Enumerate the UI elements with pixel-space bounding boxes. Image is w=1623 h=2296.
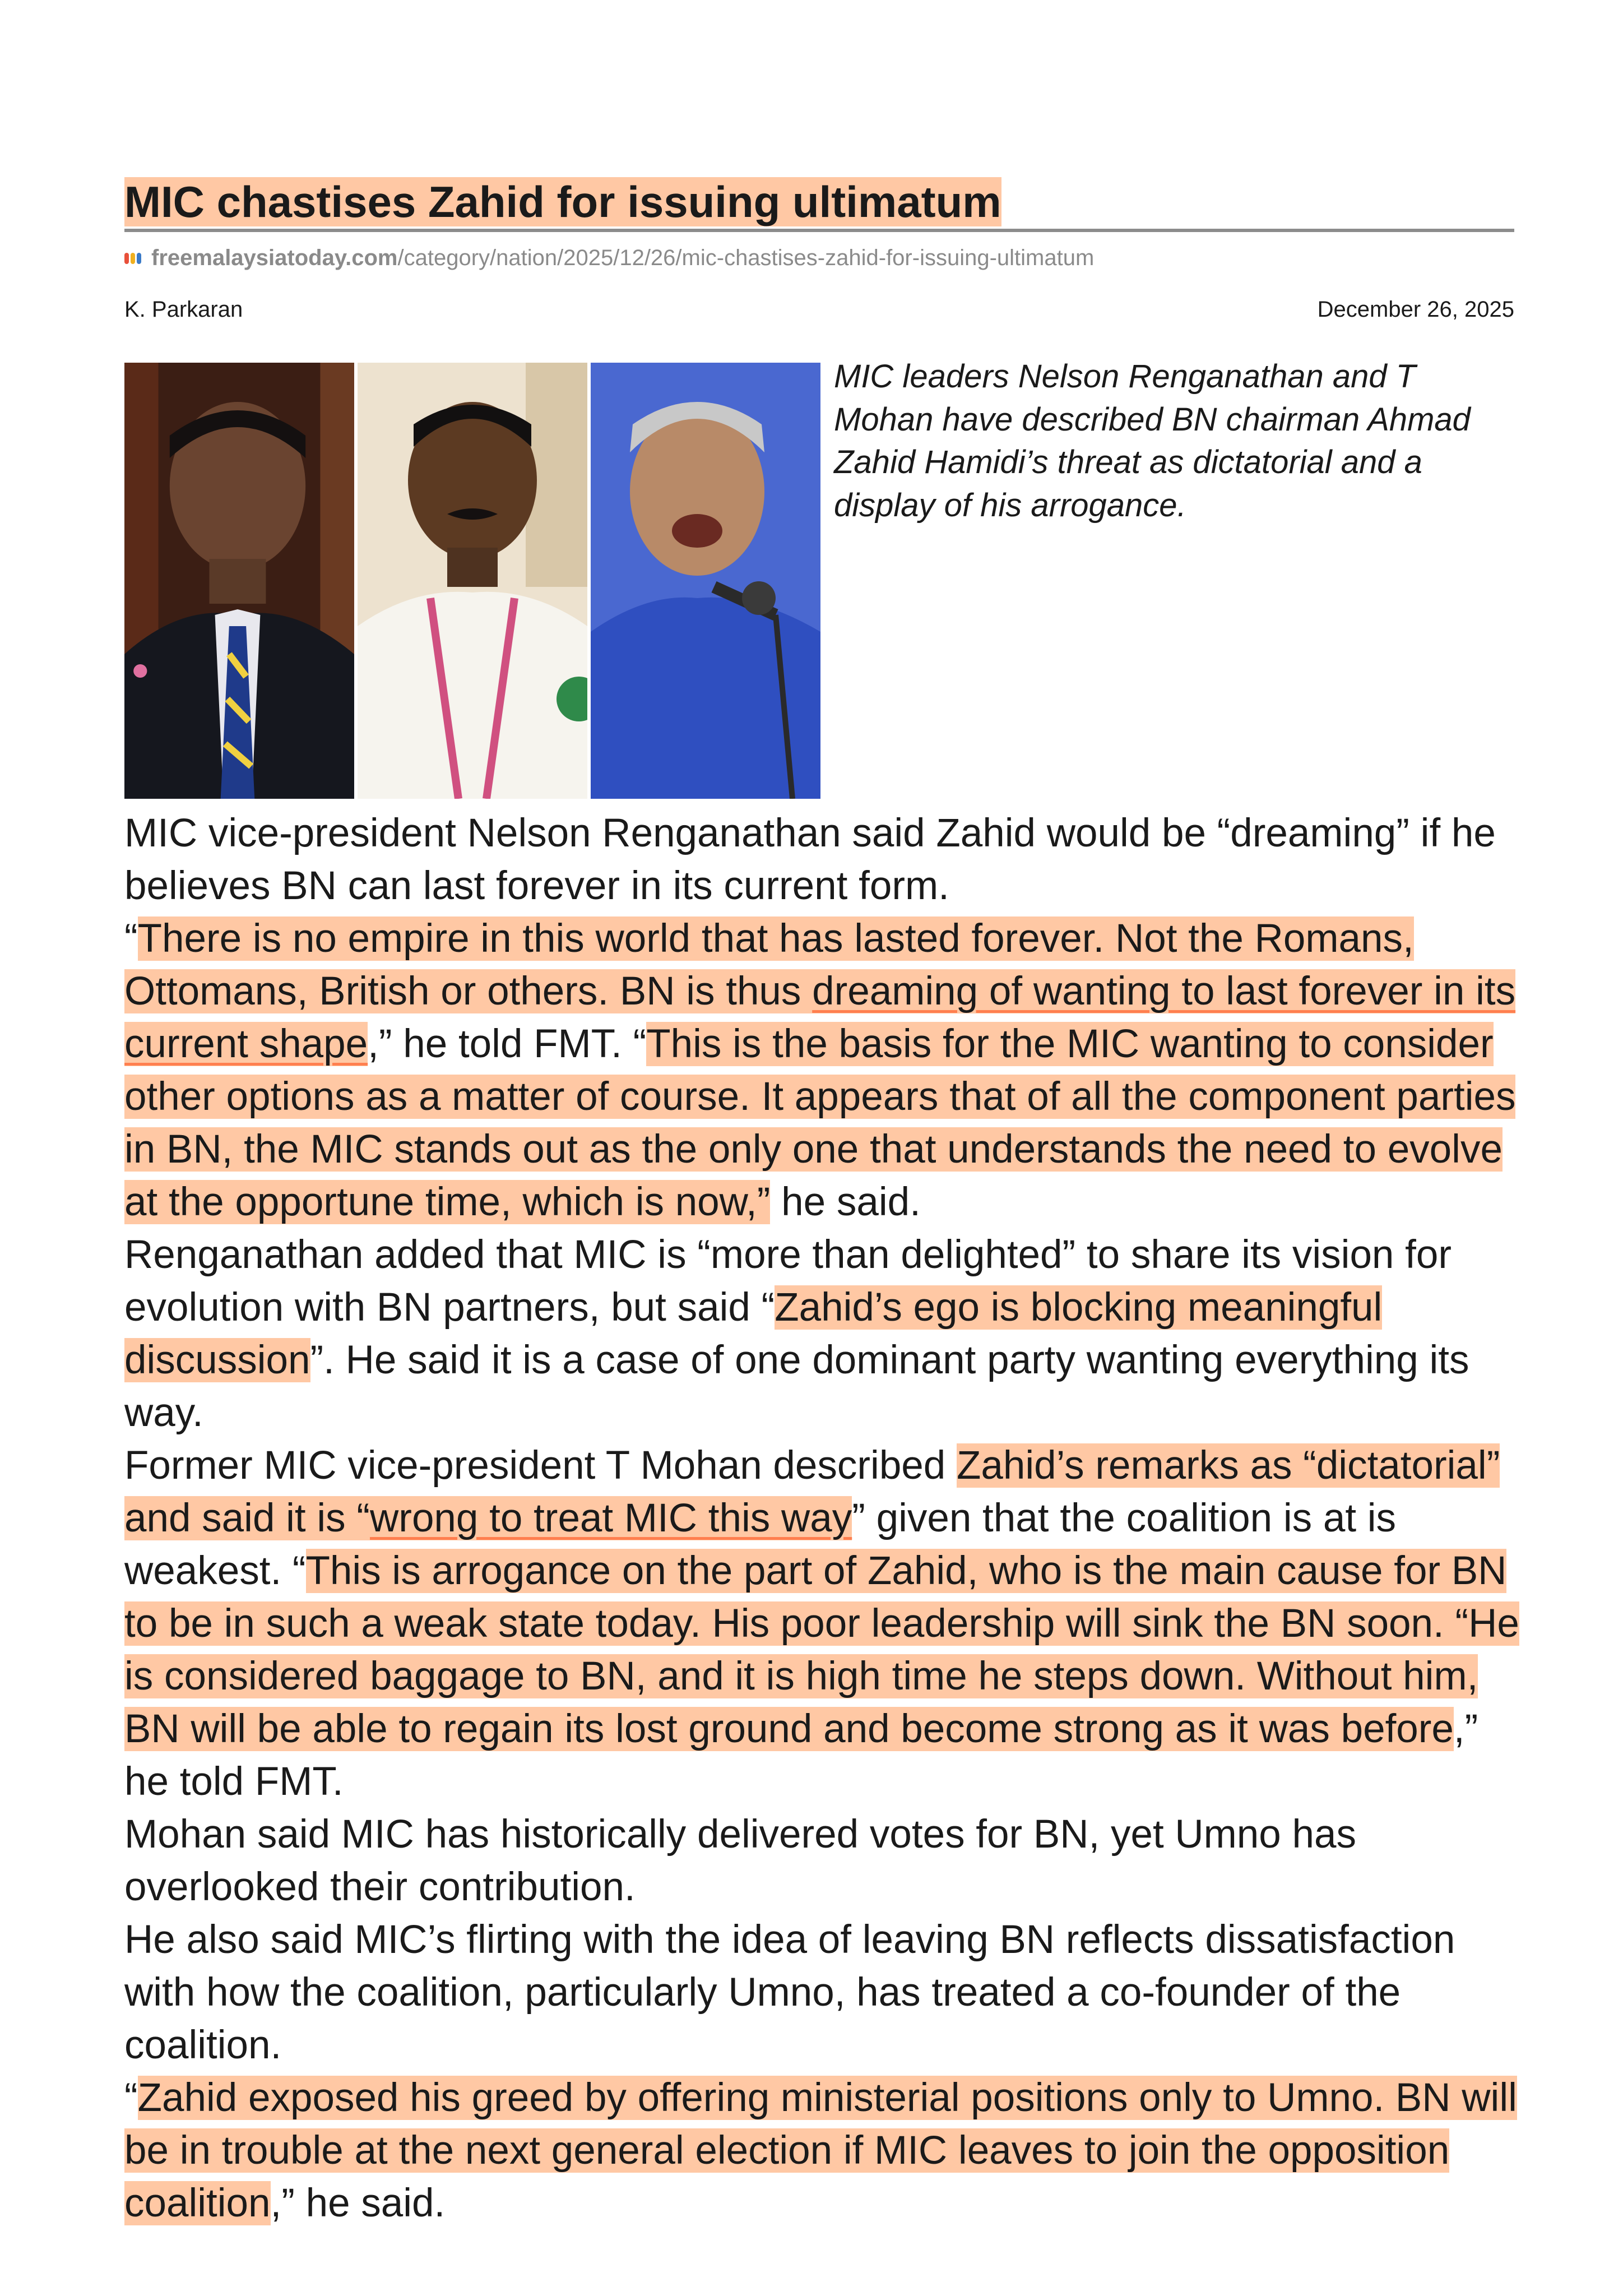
quote-underline: dreaming of wanting to last forever in its current shape — [124, 969, 1516, 1066]
site-favicon-icon — [124, 253, 141, 264]
body-paragraph-5: Mohan said MIC has historically delivered votes for BN, yet Umno has overlooked their contribution. — [124, 1812, 1356, 1909]
publish-date: December 26, 2025 — [1317, 297, 1514, 322]
t-mohan-photo — [358, 363, 587, 799]
body-paragraph-4: Former MIC vice-president T Mohan described Zahid’s remarks as “dictatorial” and said it is “wrong to treat MIC this way” given that the coalition is at is weakest. “This is arrogance on the part of Zahid, who is the main cause for BN to be in such a weak state today. His poor leadership will sink the BN soon. “He is considered baggage to BN, and it is high time he steps down. Without him, BN will be able to regain its lost ground and become strong as it was before,” he told FMT. — [124, 1443, 1519, 1804]
nelson-renganathan-photo — [124, 363, 354, 799]
title-highlight: MIC chastises Zahid for issuing ultimatum — [124, 177, 1001, 227]
source-domain: freemalaysiatoday.com — [151, 246, 398, 270]
quote-underline: wrong to treat MIC this way — [370, 1496, 852, 1540]
article-body — [124, 807, 1525, 2230]
body-paragraph-6: He also said MIC’s flirting with the idea of leaving BN reflects dissatisfaction with how the coalition, particularly Umno, has treated a co-founder of the coalition. — [124, 1918, 1455, 2067]
quote-highlight: Zahid’s remarks as “dictatorial” and said it is “ — [124, 1443, 1500, 1540]
quote-highlight: There is no empire in this world that has lasted forever. Not the Romans, Ottomans, British or others. BN is thus — [124, 916, 1414, 1013]
quote-highlight: Zahid’s ego is blocking meaningful discussion — [124, 1285, 1383, 1382]
body-paragraph-3: Renganathan added that MIC is “more than delighted” to share its vision for evolution with BN partners, but said “Zahid’s ego is blocking meaningful discussion”. He said it is a case of one dominant party wanting everything its way. — [124, 1233, 1469, 1435]
source-link[interactable] — [124, 246, 1094, 271]
source-path: /category/nation/2025/12/26/mic-chastises-zahid-for-issuing-ultimatum — [397, 246, 1095, 270]
byline-row — [124, 297, 1514, 322]
quote-highlight: Zahid exposed his greed by offering ministerial positions only to Umno. BN will be in trouble at the next general election if MIC leaves to join the opposition coalition — [124, 2076, 1517, 2225]
quote-highlight: This is arrogance on the part of Zahid, who is the main cause for BN to be in such a weak state today. His poor leadership will sink the BN soon. “He is considered baggage to BN, and it is high time he steps down. Without him, BN will be able to regain its lost ground and become strong as it was before — [124, 1549, 1519, 1751]
title-divider — [124, 229, 1514, 232]
body-paragraph-1: MIC vice-president Nelson Renganathan said Zahid would be “dreaming” if he believes BN can last forever in its current form. — [124, 811, 1496, 908]
author: K. Parkaran — [124, 297, 243, 322]
quote-highlight: This is the basis for the MIC wanting to consider other options as a matter of course. It appears that of all the component parties in BN, the MIC stands out as the only one that understands the need to evolve at the opportune time, which is now,” — [124, 1022, 1516, 1224]
body-paragraph-7: “Zahid exposed his greed by offering ministerial positions only to Umno. BN will be in trouble at the next general election if MIC leaves to join the opposition coalition,” he said. — [124, 2076, 1517, 2225]
lead-photos — [124, 363, 820, 799]
photo-caption: MIC leaders Nelson Renganathan and T Mohan have described BN chairman Ahmad Zahid Hamidi’s threat as dictatorial and a display of his arrogance. — [834, 358, 1471, 524]
body-paragraph-2: “There is no empire in this world that has lasted forever. Not the Romans, Ottomans, British or others. BN is thus dreaming of wanting to last forever in its current shape,” he told FMT. “This is the basis for the MIC wanting to consider other options as a matter of course. It appears that of all the component parties in BN, the MIC stands out as the only one that understands the need to evolve at the opportune time, which is now,” he said. — [124, 916, 1516, 1224]
article-title — [124, 176, 1001, 229]
ahmad-zahid-hamidi-photo — [591, 363, 820, 799]
